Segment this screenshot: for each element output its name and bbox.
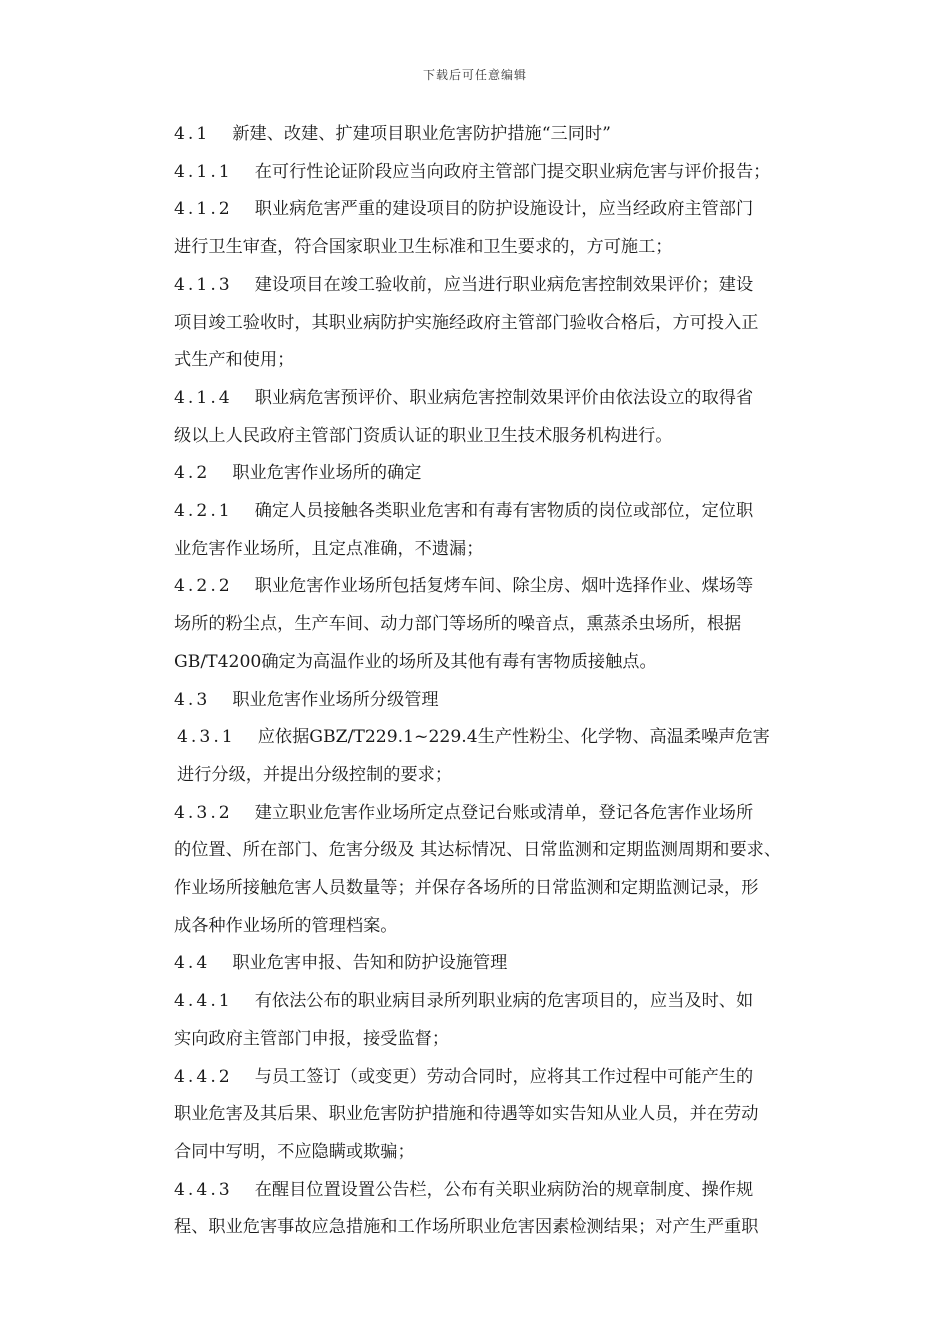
paragraph-4-3 [144,682,814,720]
paragraph-text: 有依法公布的职业病目录所列职业病的危害项目的，应当及时、如 [254,991,754,1012]
paragraph-text: 的位置、所在部门、危害分级及 其达标情况、日常监测和定期监测周期和要求、 [174,840,782,861]
paragraph-line [144,1172,814,1210]
paragraph-line [144,493,814,531]
paragraph-text: 与员工签订（或变更）劳动合同时，应将其工作过程中可能产生的 [254,1066,754,1087]
section-number: 4.4.1 [174,991,233,1012]
paragraph-text: 职业危害及其后果、职业危害防护措施和待遇等如实告知从业人员，并在劳动 [174,1104,759,1125]
paragraph-4-2-2 [144,568,814,681]
section-number: 4.2.1 [174,501,233,522]
paragraph-line [144,116,814,154]
paragraph-4-3-2 [144,795,814,946]
paragraph-4-4-1 [144,983,814,1058]
paragraph-line [144,455,814,493]
paragraph-line [144,1021,814,1059]
paragraph-text: 合同中写明，不应隐瞒或欺骗； [174,1141,415,1162]
paragraph-line [144,229,814,267]
paragraph-4-2-1 [144,493,814,568]
paragraph-text: 进行分级，并提出分级控制的要求； [177,764,453,785]
section-number: 4.1.3 [174,274,233,295]
paragraph-4-4 [144,945,814,983]
paragraph-line [144,1134,814,1172]
paragraph-4-2 [144,455,814,493]
paragraph-text: 职业病危害严重的建设项目的防护设施设计，应当经政府主管部门 [254,199,754,220]
paragraph-4-1 [144,116,814,154]
paragraph-text: 职业危害作业场所包括复烤车间、除尘房、烟叶选择作业、煤场等 [254,576,754,597]
paragraph-text: 成各种作业场所的管理档案。 [174,915,398,936]
paragraph-4-4-2 [144,1059,814,1172]
paragraph-line [144,795,814,833]
paragraph-line [144,1209,814,1247]
section-number: 4.3.1 [177,727,236,748]
paragraph-text: GB/T4200确定为高温作业的场所及其他有毒有害物质接触点。 [174,651,657,672]
paragraph-line [144,191,814,229]
paragraph-text: 式生产和使用； [174,350,295,371]
section-number: 4.1.4 [174,387,233,408]
paragraph-text: 实向政府主管部门申报，接受监督； [174,1028,450,1049]
paragraph-line [144,154,814,192]
paragraph-line [144,682,814,720]
paragraph-text: 项目竣工验收时，其职业病防护实施经政府主管部门验收合格后，方可投入正 [174,312,759,333]
section-number: 4.2.2 [174,576,233,597]
paragraph-line [144,870,814,908]
paragraph-4-1-2 [144,191,814,266]
paragraph-text: 职业病危害预评价、职业病危害控制效果评价由依法设立的取得省 [254,387,754,408]
paragraph-text: 级以上人民政府主管部门资质认证的职业卫生技术服务机构进行。 [174,425,673,446]
paragraph-text: 新建、改建、扩建项目职业危害防护措施“三同时” [232,124,611,144]
paragraph-line [144,606,814,644]
paragraph-line [144,832,814,870]
paragraph-4-1-1 [144,154,814,192]
paragraph-line [144,644,814,682]
paragraph-line [144,757,814,795]
paragraph-4-1-3 [144,267,814,380]
paragraph-line [144,719,814,757]
paragraph-text: 确定人员接触各类职业危害和有毒有害物质的岗位或部位，定位职 [254,501,754,522]
paragraph-text: 在醒目位置设置公告栏，公布有关职业病防治的规章制度、操作规 [254,1179,754,1200]
section-number: 4.4.3 [174,1179,233,1200]
paragraph-line [144,1096,814,1134]
paragraph-text: 应依据GBZ/T229.1~229.4生产性粉尘、化学物、高温柔噪声危害 [257,727,770,748]
paragraph-line [144,945,814,983]
document-body [144,116,814,1247]
paragraph-4-3-1 [144,719,814,794]
section-number: 4.4.2 [174,1066,233,1087]
paragraph-line [144,418,814,456]
paragraph-text: 职业危害作业场所的确定 [232,463,422,484]
paragraph-text: 在可行性论证阶段应当向政府主管部门提交职业病危害与评价报告； [254,161,771,182]
section-number: 4.3.2 [174,802,233,823]
section-number: 4.3 [174,689,211,710]
paragraph-line [144,908,814,946]
paragraph-line [144,531,814,569]
section-number: 4.1.2 [174,199,233,220]
paragraph-text: 职业危害作业场所分级管理 [232,689,439,710]
paragraph-text: 业危害作业场所，且定点准确，不遗漏； [174,538,484,559]
paragraph-text: 作业场所接触危害人员数量等；并保存各场所的日常监测和定期监测记录，形 [174,878,759,899]
paragraph-line [144,342,814,380]
paragraph-line [144,568,814,606]
paragraph-text: 场所的粉尘点，生产车间、动力部门等场所的噪音点，熏蒸杀虫场所，根据 [174,614,742,635]
section-number: 4.4 [174,953,211,974]
paragraph-text: 进行卫生审查，符合国家职业卫生标准和卫生要求的，方可施工； [174,237,673,258]
section-number: 4.1 [174,124,211,144]
paragraph-4-1-4 [144,380,814,455]
section-number: 4.1.1 [174,161,233,182]
paragraph-text: 程、职业危害事故应急措施和工作场所职业危害因素检测结果；对产生严重职 [174,1217,759,1238]
paragraph-text: 职业危害申报、告知和防护设施管理 [232,953,508,974]
paragraph-line [144,983,814,1021]
paragraph-line [144,267,814,305]
paragraph-text: 建设项目在竣工验收前，应当进行职业病危害控制效果评价；建设 [254,274,754,295]
paragraph-text: 建立职业危害作业场所定点登记台账或清单，登记各危害作业场所 [254,802,754,823]
paragraph-line [144,380,814,418]
page-header: 下载后可任意编辑 [422,68,527,82]
paragraph-line [144,305,814,343]
paragraph-line [144,1059,814,1097]
paragraph-4-4-3 [144,1172,814,1247]
section-number: 4.2 [174,463,211,484]
